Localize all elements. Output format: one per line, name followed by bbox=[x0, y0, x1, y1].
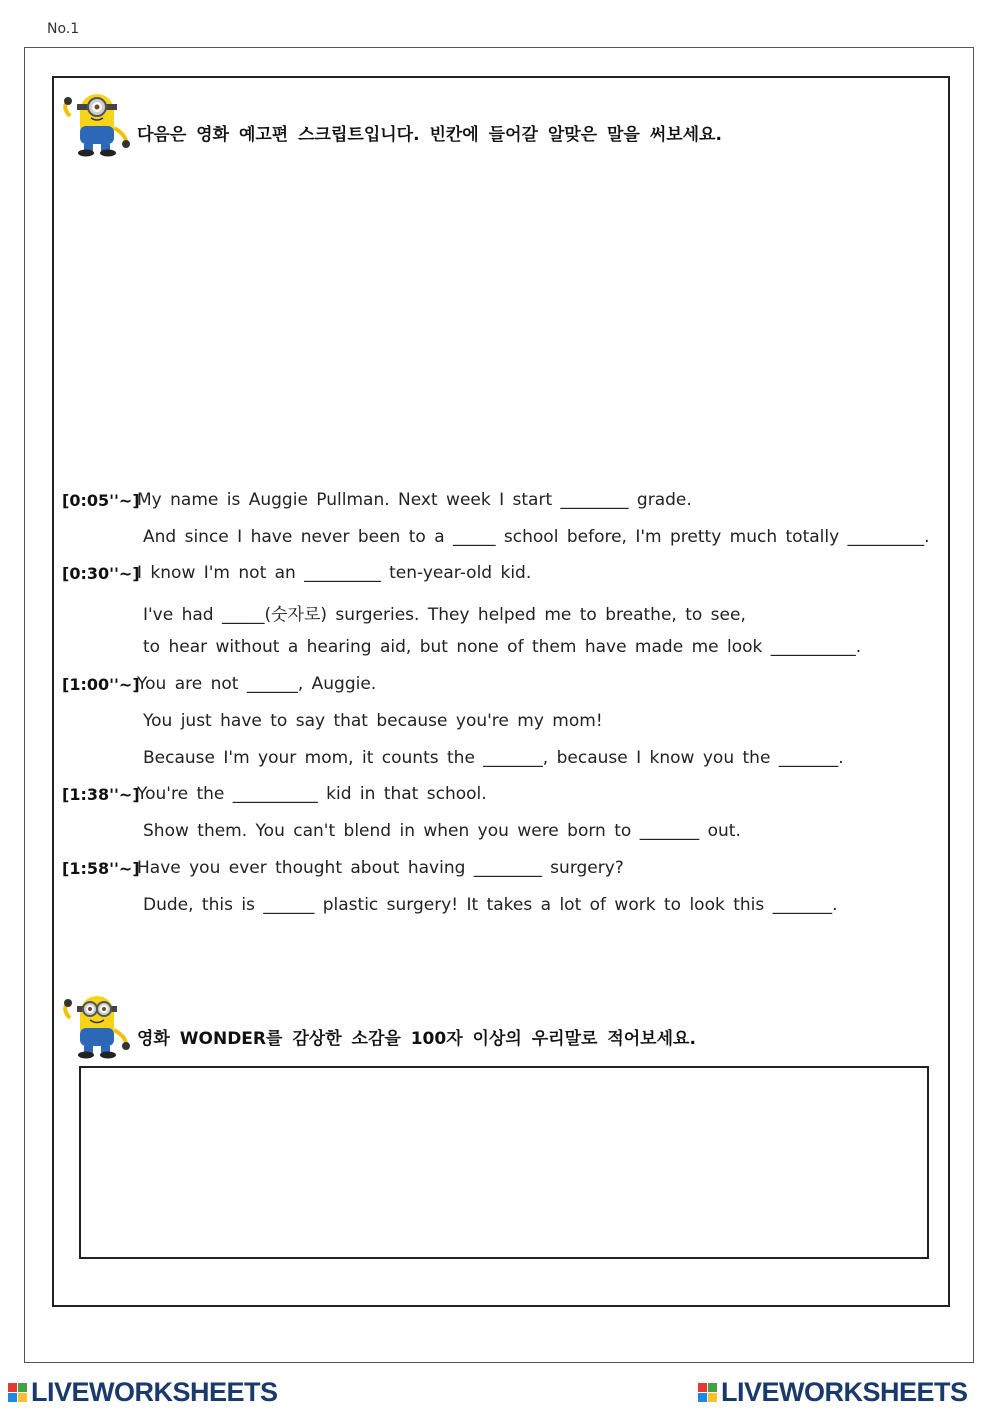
timestamp: [1:38''~] bbox=[62, 785, 140, 804]
minion-icon bbox=[60, 88, 130, 158]
timestamp: [0:05''~] bbox=[62, 491, 140, 510]
script-line: Because I'm your mom, it counts the _______, because I know you the _______. bbox=[143, 748, 844, 768]
script-line: You are not ______, Auggie. bbox=[137, 674, 377, 694]
timestamp: [1:58''~] bbox=[62, 859, 140, 878]
page-number: No.1 bbox=[47, 21, 80, 37]
liveworksheets-logo bbox=[698, 1375, 968, 1409]
script-line: You just have to say that because you're my mom! bbox=[143, 711, 603, 731]
logo-blocks-icon bbox=[698, 1383, 717, 1402]
script-line: I've had _____(숫자로) surgeries. They helped me to breathe, to see, bbox=[143, 605, 746, 625]
script-line: Have you ever thought about having ________ surgery? bbox=[137, 858, 624, 878]
timestamp: [0:30''~] bbox=[62, 564, 140, 583]
script-line: My name is Auggie Pullman. Next week I start ________ grade. bbox=[137, 490, 692, 510]
timestamp: [1:00''~] bbox=[62, 675, 140, 694]
script-line: You're the __________ kid in that school. bbox=[137, 784, 487, 804]
minion-icon bbox=[60, 990, 130, 1060]
script-line: I know I'm not an _________ ten-year-old kid. bbox=[137, 563, 532, 583]
logo-text: LIVEWORKSHEETS bbox=[31, 1376, 278, 1407]
script-line: Dude, this is ______ plastic surgery! It takes a lot of work to look this _______. bbox=[143, 895, 838, 915]
instruction-text: 영화 WONDER를 감상한 소감을 100자 이상의 우리말로 적어보세요. bbox=[137, 1029, 696, 1049]
instruction-text: 다음은 영화 예고편 스크립트입니다. 빈칸에 들어갈 알맞은 말을 써보세요. bbox=[137, 125, 722, 145]
answer-textbox[interactable] bbox=[79, 1066, 929, 1259]
logo-blocks-icon bbox=[8, 1383, 27, 1402]
script-line: to hear without a hearing aid, but none of them have made me look __________. bbox=[143, 637, 862, 657]
liveworksheets-logo bbox=[8, 1375, 278, 1409]
script-line: And since I have never been to a _____ school before, I'm pretty much totally _________. bbox=[143, 527, 930, 547]
script-line: Show them. You can't blend in when you were born to _______ out. bbox=[143, 821, 741, 841]
logo-text: LIVEWORKSHEETS bbox=[721, 1376, 968, 1407]
